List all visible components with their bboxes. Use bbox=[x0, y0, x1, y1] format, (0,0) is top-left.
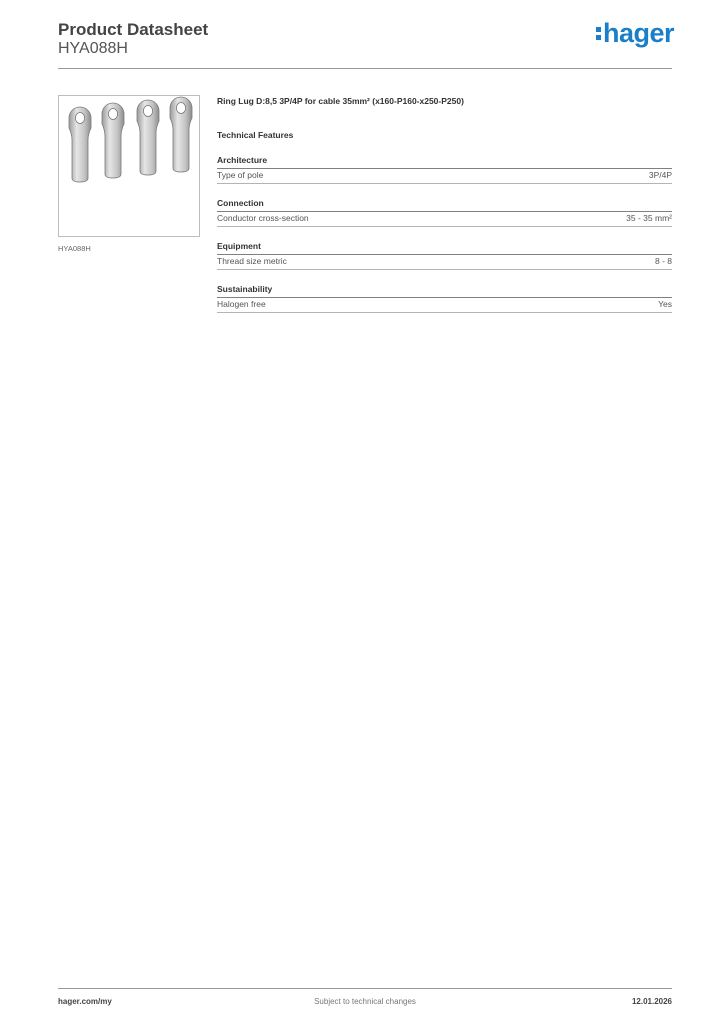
section-title: Connection bbox=[217, 198, 672, 212]
document-header bbox=[58, 20, 672, 58]
spec-label: Conductor cross-section bbox=[217, 213, 309, 223]
spec-label: Thread size metric bbox=[217, 256, 287, 266]
technical-features-heading: Technical Features bbox=[217, 130, 294, 140]
product-image bbox=[58, 95, 200, 237]
section-equipment bbox=[217, 241, 672, 270]
section-title: Architecture bbox=[217, 155, 672, 169]
section-title: Equipment bbox=[217, 241, 672, 255]
footer-notice: Subject to technical changes bbox=[314, 997, 416, 1006]
header-divider bbox=[58, 68, 672, 69]
spec-value: Yes bbox=[658, 299, 672, 309]
footer-divider bbox=[58, 988, 672, 989]
product-description: Ring Lug D:8,5 3P/4P for cable 35mm² (x160-P160-x250-P250) bbox=[217, 96, 464, 106]
product-details bbox=[217, 95, 672, 313]
spec-value: 3P/4P bbox=[648, 170, 672, 180]
product-code: HYA088H bbox=[58, 40, 128, 57]
section-connection bbox=[217, 198, 672, 227]
image-caption: HYA088H bbox=[58, 244, 91, 253]
spec-row bbox=[217, 169, 672, 184]
page-title: Product Datasheet bbox=[58, 20, 209, 39]
spec-row bbox=[217, 212, 672, 227]
spec-row bbox=[217, 298, 672, 313]
spec-value: 35 - 35 mm² bbox=[626, 213, 672, 223]
section-sustainability bbox=[217, 284, 672, 313]
section-architecture bbox=[217, 155, 672, 184]
spec-value: 8 - 8 bbox=[654, 256, 672, 266]
footer-date: 12.01.2026 bbox=[631, 997, 672, 1006]
spec-label: Type of pole bbox=[217, 170, 264, 180]
ring-lugs-icon bbox=[59, 96, 199, 236]
logo-text: hager bbox=[602, 18, 674, 48]
spec-label: Halogen free bbox=[217, 299, 266, 309]
website-link[interactable]: hager.com/my bbox=[58, 997, 112, 1006]
section-title: Sustainability bbox=[217, 284, 672, 298]
logo-dots-icon bbox=[596, 27, 601, 40]
hager-logo[interactable] bbox=[596, 18, 674, 48]
spec-row bbox=[217, 255, 672, 270]
